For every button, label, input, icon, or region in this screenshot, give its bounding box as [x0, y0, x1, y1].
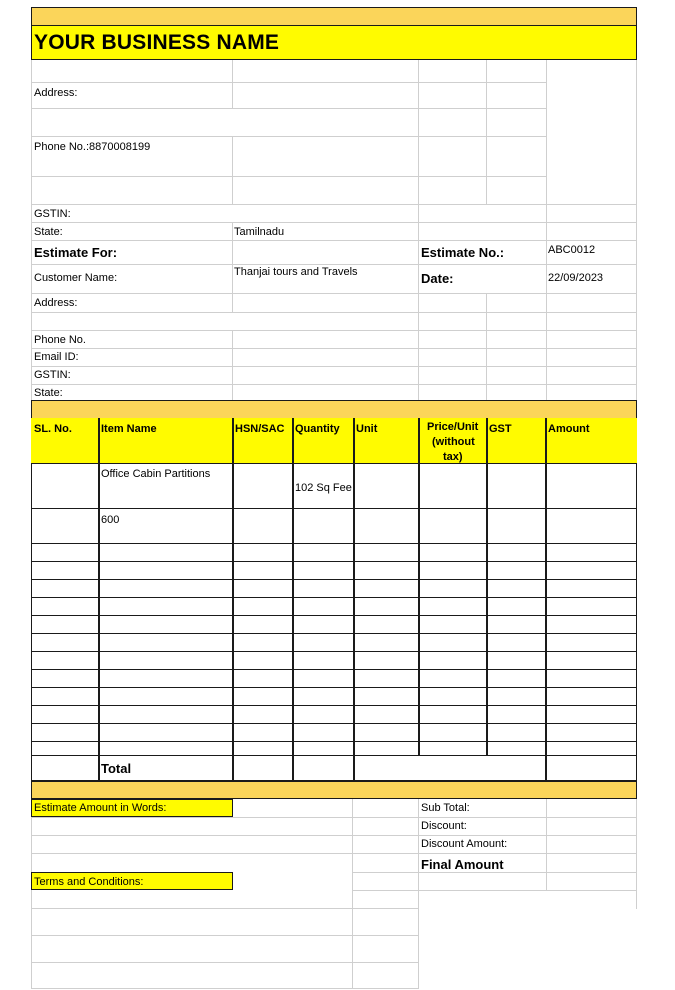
- customer-state-label[interactable]: State:: [34, 387, 63, 399]
- col-header-price-unit: Price/Unit: [427, 421, 479, 433]
- seller-state-value[interactable]: Tamilnadu: [234, 226, 285, 238]
- estimate-number-label: Estimate No.:: [421, 245, 505, 260]
- date-value[interactable]: 22/09/2023: [548, 272, 604, 284]
- col-header-gst: GST: [489, 423, 512, 435]
- sub-total-label: Sub Total:: [421, 802, 470, 814]
- customer-email-label[interactable]: Email ID:: [34, 351, 79, 363]
- seller-gstin-label[interactable]: GSTIN:: [34, 208, 71, 220]
- estimate-number-value[interactable]: ABC0012: [548, 244, 596, 256]
- col-header-quantity: Quantity: [295, 423, 340, 435]
- table-top-band: [31, 400, 637, 419]
- seller-address-label[interactable]: Address:: [34, 87, 78, 99]
- col-header-unit: Unit: [356, 423, 378, 435]
- date-label: Date:: [421, 271, 454, 286]
- final-amount-label: Final Amount: [421, 857, 504, 872]
- total-label: Total: [101, 761, 132, 776]
- customer-name-value[interactable]: Thanjai tours and Travels: [234, 266, 358, 278]
- customer-gstin-label[interactable]: GSTIN:: [34, 369, 71, 381]
- seller-state-label[interactable]: State:: [34, 226, 63, 238]
- terms-label[interactable]: Terms and Conditions:: [34, 876, 144, 888]
- row2-item-name[interactable]: 600: [101, 514, 120, 526]
- col-header-item-name: Item Name: [101, 423, 157, 435]
- business-name[interactable]: YOUR BUSINESS NAME: [34, 31, 280, 54]
- customer-phone-label[interactable]: Phone No.: [34, 334, 86, 346]
- col-header-price-without: (without: [432, 436, 475, 448]
- col-header-amount: Amount: [548, 423, 590, 435]
- discount-label: Discount:: [421, 820, 467, 832]
- col-header-hsn-sac: HSN/SAC: [235, 423, 285, 435]
- top-band: [31, 7, 637, 26]
- estimate-words-label[interactable]: Estimate Amount in Words:: [34, 802, 167, 814]
- items-table: [31, 418, 637, 781]
- col-header-sl-no: SL. No.: [34, 423, 72, 435]
- customer-name-label: Customer Name:: [34, 272, 118, 284]
- seller-phone-label[interactable]: Phone No.:8870008199: [34, 141, 151, 153]
- row1-item-name[interactable]: Office Cabin Partitions: [101, 468, 211, 480]
- col-header-price-tax: tax): [443, 451, 463, 463]
- row1-quantity[interactable]: 102 Sq Fee: [295, 482, 352, 494]
- table-bottom-band: [31, 781, 637, 799]
- customer-address-label[interactable]: Address:: [34, 297, 78, 309]
- estimate-for-label: Estimate For:: [34, 245, 118, 260]
- discount-amount-label: Discount Amount:: [421, 838, 508, 850]
